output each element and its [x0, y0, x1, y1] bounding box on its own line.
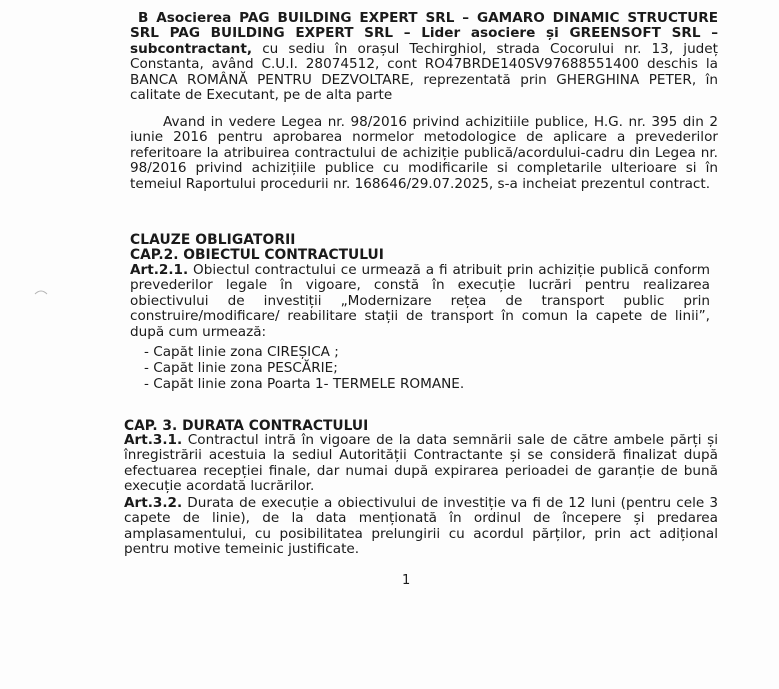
- intro-paragraph-parties: [130, 11, 718, 103]
- art-2-1-paragraph: [130, 263, 710, 340]
- cap3-heading: CAP. 3. DURATA CONTRACTULUI: [124, 418, 369, 434]
- art-3-1-text: Contractul intră în vigoare de la data semnării sale de către ambele părți și înregistrării acestuia la sediul Autorității Contractante și se consideră finalizat după efectuarea recepției finale, dar numai după expirarea perioadei de garanție de bună execuție acordată lucrărilor.: [124, 432, 718, 495]
- intro-paragraph-legal: Avand in vedere Legea nr. 98/2016 privind achizitiile publice, H.G. nr. 395 din 2 iunie 2016 pentru aprobarea normelor metodologice de aplicare a prevederilor referitoare la atribuirea contractului de achiziție publică/acordului-cadru din Legea nr. 98/2016 privind achizițiile publice cu modificarile si completarile ulterioare si în temeiul Raportului procedurii nr. 168646/29.07.2025, s-a incheiat prezentul contract.: [130, 114, 718, 192]
- list-item: - Capăt linie zona Poarta 1- TERMELE ROMANE.: [144, 377, 464, 393]
- clauze-heading: CLAUZE OBLIGATORII: [130, 232, 296, 248]
- art-2-1-text: Obiectul contractului ce urmează a fi atribuit prin achiziție publică conform prevederilor legale în vigoare, constă în execuție lucrări pentru realizarea obiectivului de investiții „Modernizare rețea de transport public prin construire/modificare/ reabilitare stații de transport în comun la capete de linii”, după cum urmează:: [130, 262, 710, 340]
- cap2-heading: CAP.2. OBIECTUL CONTRACTULUI: [130, 247, 384, 263]
- page-number: 1: [402, 573, 411, 588]
- art-3-1-paragraph: [124, 433, 718, 495]
- parties-rest-text: cu sediu în orașul Techirghiol, strada Cocorului nr. 13, județ Constanta, având C.U.I. 28074512, cont RO47BRDE140SV97688551400 deschis la BANCA ROMÂNĂ PENTRU DEZVOLTARE, reprezentată prin GHERGHINA PETER, în calitate de Executant, pe de alta parte: [130, 40, 719, 104]
- art-3-2-text: Durata de execuție a obiectivului de investiție va fi de 12 luni (pentru cele 3 capete de linie), de la data menționată în ordinul de începere și predarea amplasamentului, cu posibilitatea prelungirii cu acordul părților, prin act adițional pentru motive temeinic justificate.: [124, 495, 719, 558]
- art-3-2-paragraph: [124, 496, 718, 558]
- art-3-2-label: Art.3.2.: [124, 495, 183, 511]
- art-3-1-label: Art.3.1.: [124, 432, 183, 448]
- list-item: - Capăt linie zona CIREȘICA ;: [144, 345, 464, 361]
- parties-bold-text: B Asocierea PAG BUILDING EXPERT SRL – GAMARO DINAMIC STRUCTURE SRL PAG BUILDING EXPERT SRL – Lider asociere și GREENSOFT SRL – subcontractant,: [130, 10, 718, 57]
- art-2-1-label: Art.2.1.: [130, 262, 189, 278]
- list-item: - Capăt linie zona PESCĂRIE;: [144, 361, 464, 377]
- capete-linie-list: [144, 345, 464, 392]
- margin-scan-mark: [34, 288, 48, 296]
